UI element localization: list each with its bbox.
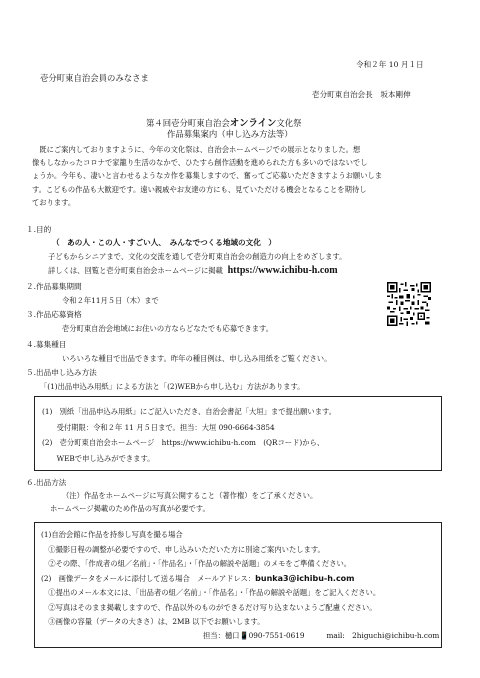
section6-note2: ホームページ掲載のため作品の写真が必要です。	[50, 504, 210, 513]
addressee: 壱分町東自治会員のみなさま	[40, 73, 149, 83]
page-title	[146, 115, 301, 129]
title-part2: 文化祭	[276, 118, 302, 128]
section4-heading: ４.募集種目	[26, 340, 67, 349]
contact-line: 担当：樋口📱090-7551-0619 mail: 2higuchi@ichibu-h.com	[203, 631, 440, 640]
title-online: オンライン	[229, 118, 277, 129]
intro-paragraph: 既にご案内しておりますように、今年の文化祭は、自治会ホームページでの展示となりました。想 像もしなかったコロナで家籠り生活のなかで、ひたすら創作活動を進められた方も多いのではないでし ょうか。今年も、凄いと言わせるようなカ作を募集しますので、奮ってご応募いただきますようお願いしま す。こどもの作品も大歓迎です。遠い親戚やお友達の方にも、見ていただける機会となることを期待し ております。	[32, 145, 383, 207]
qr-code	[387, 282, 431, 326]
section5-heading: ５.出品申し込み方法	[26, 368, 97, 377]
section4-body: いろいろな種目で出品できます。昨年の種目例は、申し込み用紙をご覧ください。	[62, 354, 332, 363]
section1-line1: 子どもからシニアまで、文化の交流を通して壱分町東自治会の創造力の向上をめざします。	[48, 252, 347, 261]
section1-heading: １.目的	[26, 225, 52, 234]
section2-heading: ２.作品募集期間	[26, 282, 82, 291]
email-link[interactable]: bunka3@ichibu-h.com	[255, 573, 355, 583]
section5-body: 「(1)出品申込み用紙」による方法と「(2)WEBから申し込む」方法があります。	[40, 382, 305, 391]
date: 令和２年 10 月１日	[356, 60, 424, 69]
section3-heading: ３.作品応募資格	[26, 310, 82, 319]
homepage-link[interactable]: https://www.ichibu-h.com	[227, 265, 338, 276]
section6-note: （注）作品をホームページに写真公開すること（著作権）をご了承ください。	[62, 491, 318, 500]
section3-body: 壱分町東自治会地域にお住いの方ならどなたでも応募できます。	[62, 324, 274, 333]
sender: 壱分町東自治会長 坂本剛伸	[312, 90, 411, 99]
section1-theme: （ あの人・この人・すごい人、 みんなでつくる地域の文化 ）	[52, 238, 277, 247]
section1-line2: 詳しくは、回覧と壱分町東自治会ホームページに掲載 https://www.ichibu-h.com	[48, 265, 338, 276]
application-method-box: (1) 別紙「出品申込み用紙」にご記入いただき、自治会書記「大垣」まで提出願います。 受付期限：令和２年 11 月５日まで。担当：大垣 090-6664-3854 (2) 壱分町東自治会ホームページ https://www.ichibu-h.com (QRコード)から、 WEBで申し込みができます。	[34, 396, 442, 471]
section2-body: 令和２年11月５日（木）まで	[62, 296, 159, 305]
submission-method-box: (1)自治会館に作品を持参し写真を撮る場合 ①撮影日程の調整が必要ですので、申し込みいただいた方に別途ご案内いたします。 ②その際、「作成者の組／名前」・「作品名」・「作品の解説や話題」のメモをご準備ください。 (2) 画像データをメールに添付して送る場合 メールアドレス：bunka3@ichibu-h.com ①提出のメール本文には、「出品者の組／名前」・「作品名」・「作品の解説や話題」をご記入ください。 ②写真はそのまま掲載しますので、作品以外のものができるだけ写り込まないようご配慮ください。 ③画像の容量（データの大きさ）は、2MB 以下でお願いします。 担当：樋口📱090-7551-0619 mail: 2higuchi@ichibu-h.com	[34, 522, 442, 648]
subtitle: 作品募集案内（申し込み方法等）	[167, 129, 293, 139]
title-part1: 第４回壱分町東自治会	[146, 118, 230, 128]
section6-heading: ６.出品方法	[26, 478, 67, 487]
